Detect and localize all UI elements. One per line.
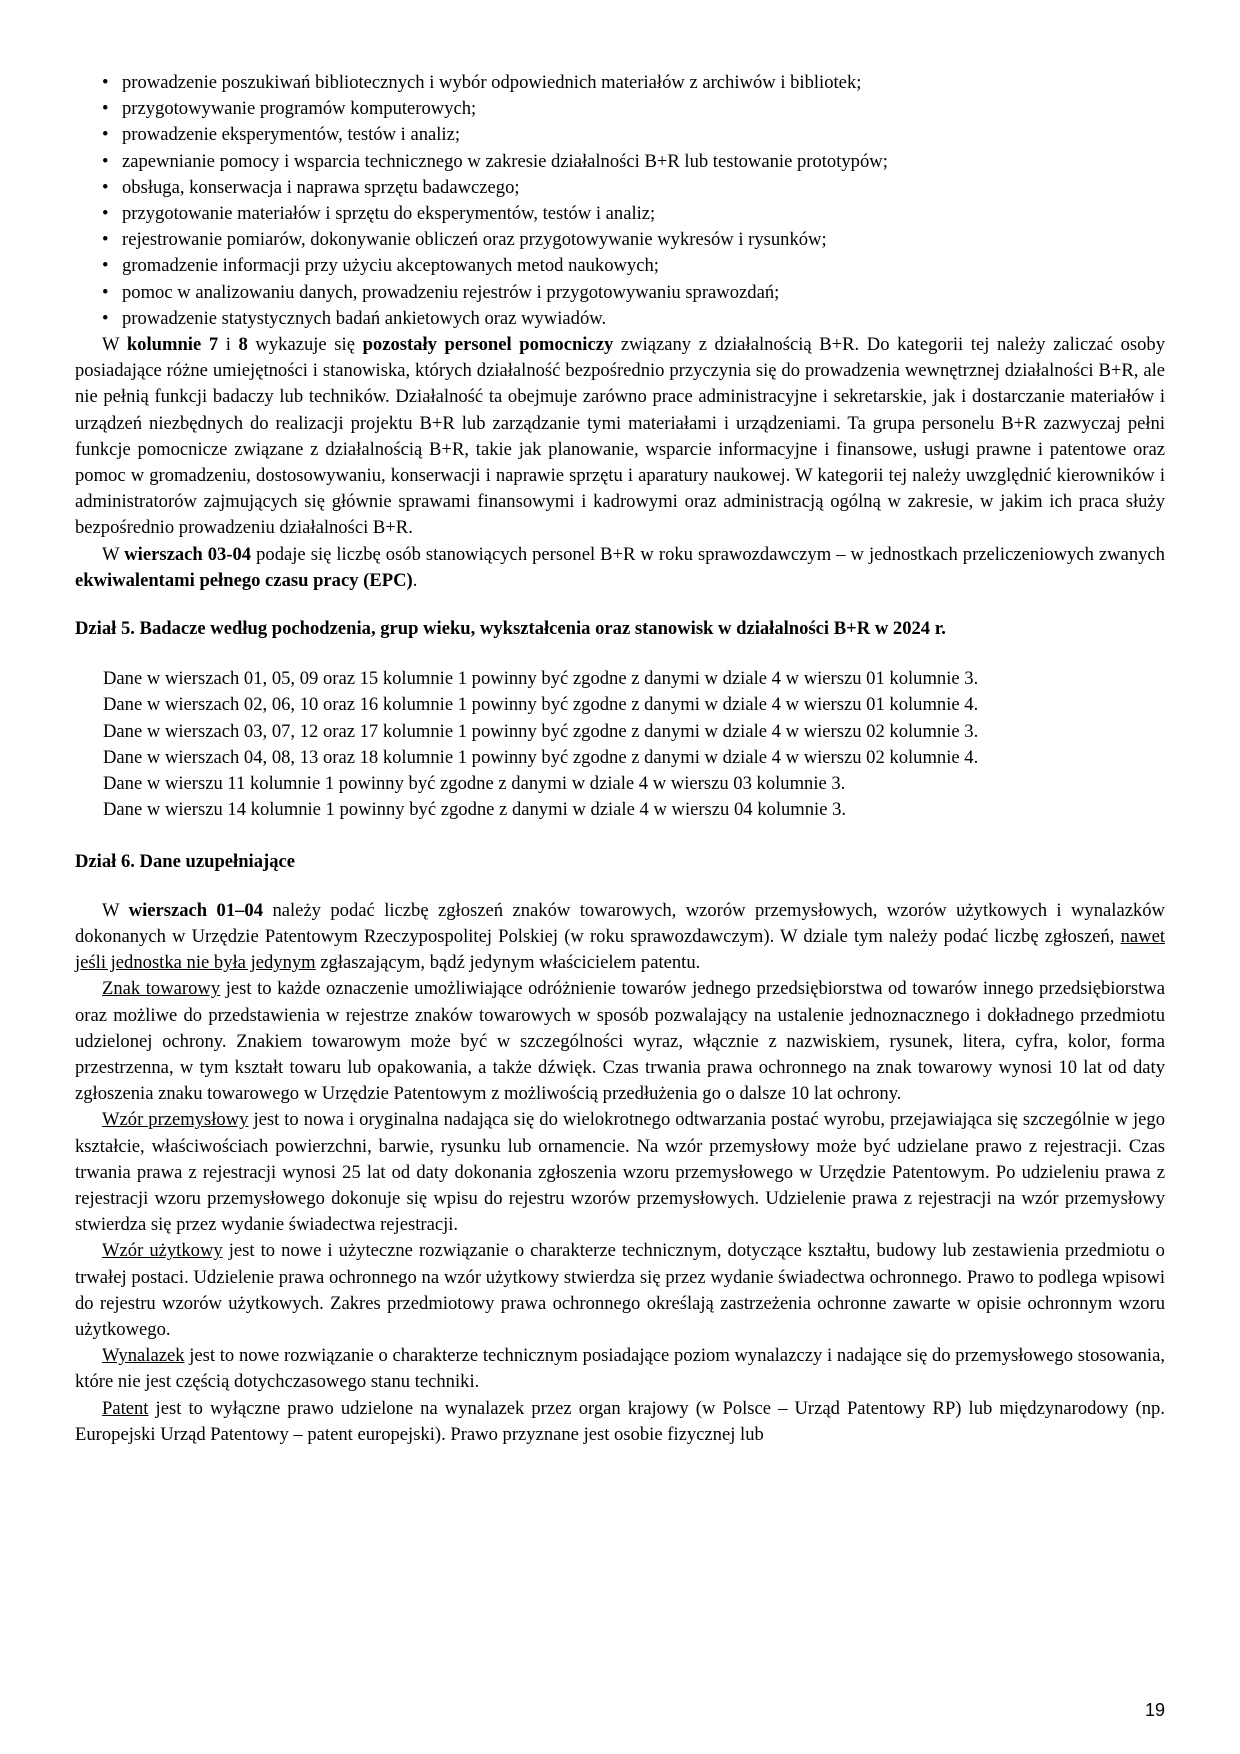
rule-line: Dane w wierszach 03, 07, 12 oraz 17 kolumnie 1 powinny być zgodne z danymi w dziale 4 w wierszu 02 kolumnie 3.	[103, 720, 979, 742]
rule-line: Dane w wierszach 04, 08, 13 oraz 18 kolumnie 1 powinny być zgodne z danymi w dziale 4 w wierszu 02 kolumnie 4.	[103, 746, 979, 768]
list-item: • prowadzenie statystycznych badań ankietowych oraz wywiadów.	[122, 306, 1165, 332]
definition-znak-towarowy: Znak towarowy jest to każde oznaczenie umożliwiające odróżnienie towarów jednego przedsiębiorstwa od towarów innego przedsiębiorstwa oraz możliwe do przedstawienia w rejestrze znaków towarowych w sposób pozwalający na ustalenie jednoznacznego i dokładnego przedmiotu udzielonej ochrony. Znakiem towarowym może być w szczególności wyraz, włącznie z nazwiskiem, rysunek, litera, cyfra, kolor, forma przestrzenna, w tym kształt towaru lub opakowania, a także dźwięk. Czas trwania prawa ochronnego na znak towarowy wynosi 10 lat od daty zgłoszenia znaku towarowego w Urzędzie Patentowym z możliwością przedłużenia go o dalsze 10 lat ochrony.	[75, 978, 1165, 1105]
definition-patent: Patent jest to wyłączne prawo udzielone na wynalazek przez organ krajowy (w Polsce – Urząd Patentowy RP) lub międzynarodowy (np. Europejski Urząd Patentowy – patent europejski). Prawo przyznane jest osobie fizycznej lub	[75, 1397, 1165, 1445]
list-item: • gromadzenie informacji przy użyciu akceptowanych metod naukowych;	[122, 253, 1165, 279]
definition-wynalazek: Wynalazek jest to nowe rozwiązanie o charakterze technicznym posiadające poziom wynalazczy i nadające się do przemysłowego stosowania, które nie jest częścią dotychczasowego stanu techniki.	[75, 1345, 1165, 1393]
rule-line: Dane w wierszu 11 kolumnie 1 powinny być zgodne z danymi w dziale 4 w wierszu 03 kolumnie 3.	[103, 773, 846, 795]
paragraph-wierszach-03-04: W wierszach 03-04 podaje się liczbę osób stanowiących personel B+R w roku sprawozdawczym – w jednostkach przeliczeniowych zwanych ekwiwalentami pełnego czasu pracy (EPC).	[75, 543, 1165, 591]
paragraph-kolumnie-7-8: W kolumnie 7 i 8 wykazuje się pozostały personel pomocniczy związany z działalnością B+R. Do kategorii tej należy zaliczać osoby posiadające różne umiejętności i stanowiska, których działalność bezpośrednio przyczynia się do prowadzenia wewnętrznej działalności B+R, ale nie pełnią funkcji badaczy lub techników. Działalność ta obejmuje zarówno prace administracyjne i sekretarskie, jak i dostarczanie materiałów i urządzeń niezbędnych do realizacji projektu B+R lub zarządzanie tymi materiałami i urządzeniami. Ta grupa personelu B+R zazwyczaj pełni funkcje pomocnicze związane z działalnością B+R, takie jak planowanie, wsparcie informacyjne i finansowe, usługi prawne i patentowe oraz pomoc w gromadzeniu, dostosowywaniu, konserwacji i naprawie sprzętu i aparatury naukowej. W kategorii tej należy uwzględnić kierowników i administratorów zajmujących się głównie sprawami finansowymi i kadrowymi oraz administracją ogólną w zakresie, w jakim ich praca służy bezpośrednio prowadzeniu działalności B+R.	[75, 334, 1166, 539]
list-item: • prowadzenie poszukiwań bibliotecznych i wybór odpowiednich materiałów z archiwów i bibliotek;	[122, 70, 1165, 96]
paragraph-wierszach-01-04: W wierszach 01–04 należy podać liczbę zgłoszeń znaków towarowych, wzorów przemysłowych, wzorów użytkowych i wynalazków dokonanych w Urzędzie Patentowym Rzeczypospolitej Polskiej (w roku sprawozdawczym). W dziale tym należy podać liczbę zgłoszeń, nawet jeśli jednostka nie była jedynym zgłaszającym, bądź jedynym właścicielem patentu.	[75, 899, 1165, 974]
spacer	[75, 876, 1165, 898]
rule-line: Dane w wierszu 14 kolumnie 1 powinny być zgodne z danymi w dziale 4 w wierszu 04 kolumnie 3.	[103, 799, 847, 821]
section-5-heading: Dział 5. Badacze według pochodzenia, grup wieku, wykształcenia oraz stanowisk w działalności B+R w 2024 r.	[75, 618, 946, 640]
section-6-heading: Dział 6. Dane uzupełniające	[75, 851, 296, 873]
rule-line: Dane w wierszach 01, 05, 09 oraz 15 kolumnie 1 powinny być zgodne z danymi w dziale 4 w wierszu 01 kolumnie 3.	[103, 668, 979, 690]
bullet-list	[75, 70, 1165, 332]
rule-line: Dane w wierszach 02, 06, 10 oraz 16 kolumnie 1 powinny być zgodne z danymi w dziale 4 w wierszu 01 kolumnie 4.	[103, 694, 979, 716]
list-item: • rejestrowanie pomiarów, dokonywanie obliczeń oraz przygotowywanie wykresów i rysunków;	[122, 227, 1165, 253]
list-item: • przygotowanie materiałów i sprzętu do eksperymentów, testów i analiz;	[122, 201, 1165, 227]
list-item: • pomoc w analizowaniu danych, prowadzeniu rejestrów i przygotowywaniu sprawozdań;	[122, 280, 1165, 306]
document-page	[75, 70, 1165, 1448]
list-item: • zapewnianie pomocy i wsparcia technicznego w zakresie działalności B+R lub testowanie prototypów;	[122, 149, 1165, 175]
page-number: 19	[1144, 1700, 1165, 1720]
list-item: • przygotowywanie programów komputerowych;	[122, 96, 1165, 122]
list-item: • obsługa, konserwacja i naprawa sprzętu badawczego;	[122, 175, 1165, 201]
section-5-rules	[75, 666, 1165, 823]
list-item: • prowadzenie eksperymentów, testów i analiz;	[122, 122, 1165, 148]
definition-wzor-uzytkowy: Wzór użytkowy jest to nowe i użyteczne rozwiązanie o charakterze technicznym, dotyczące kształtu, budowy lub zestawienia przedmiotu o trwałej postaci. Udzielenie prawa ochronnego na wzór użytkowy stwierdza się przez wydanie świadectwa ochronnego. Prawo to podlega wpisowi do rejestru wzorów użytkowych. Zakres przedmiotowy prawa ochronnego określają zastrzeżenia ochronne zawarte w opisie ochronnym wzoru użytkowego.	[75, 1240, 1165, 1340]
definition-wzor-przemyslowy: Wzór przemysłowy jest to nowa i oryginalna nadająca się do wielokrotnego odtwarzania postać wyrobu, przejawiająca się szczególnie w jego kształcie, właściwościach powierzchni, barwie, rysunku lub ornamencie. Na wzór przemysłowy może być udzielane prawo z rejestracji. Czas trwania prawa z rejestracji wynosi 25 lat od daty dokonania zgłoszenia wzoru przemysłowego w Urzędzie Patentowym. Po udzieleniu prawa z rejestracji wzoru przemysłowego dokonuje się wpisu do rejestru wzorów przemysłowych. Udzielenie prawa z rejestracji na wzór przemysłowy stwierdza się przez wydanie świadectwa rejestracji.	[75, 1109, 1166, 1236]
